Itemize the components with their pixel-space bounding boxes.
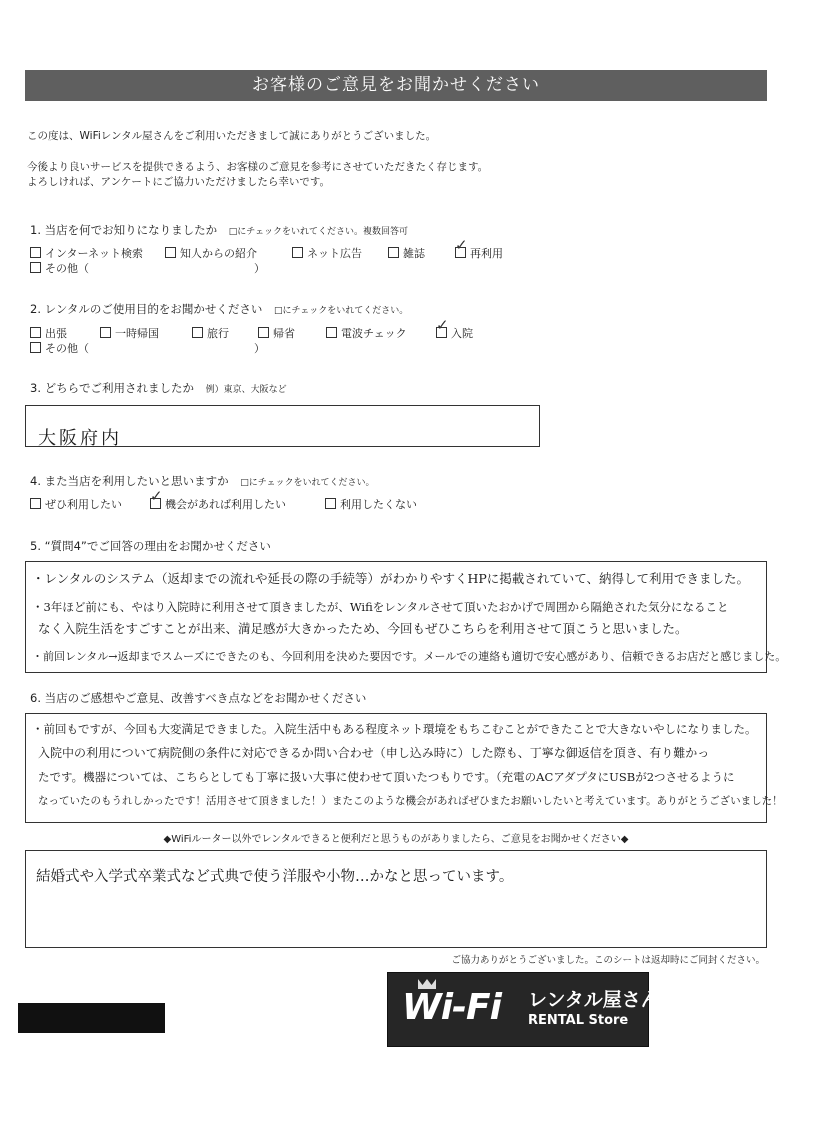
checked-checkbox-icon[interactable] [455, 247, 466, 258]
checkbox-icon[interactable] [30, 247, 41, 258]
q5-line-3: なく入院生活をすごすことが出来、満足感が大きかったため、今回もぜひこちらを利用させて頂こうと思いました。 [38, 621, 688, 636]
q5-line-2: ・3年ほど前にも、やはり入院時に利用させて頂きましたが、Wifiをレンタルさせて頂いたおかげで周囲から隔絶された気分になること [32, 600, 729, 614]
checkbox-icon[interactable] [258, 327, 269, 338]
question-3-text: 3. どちらでご利用されましたか [30, 381, 195, 395]
q1-option-internet[interactable]: インターネット検索 [30, 247, 143, 261]
q1-option-referral[interactable]: 知人からの紹介 [165, 247, 257, 261]
q2-option-temporary-return[interactable]: 一時帰国 [100, 327, 159, 341]
checkbox-icon[interactable] [30, 327, 41, 338]
q2-option-travel[interactable]: 旅行 [192, 327, 229, 341]
question-5-title: 5. “質問4”でご回答の理由をお聞かせください [30, 539, 271, 553]
q5-line-1: ・レンタルのシステム（返却までの流れや延長の際の手続等）がわかりやすくHPに掲載されていて、納得して利用できました。 [32, 571, 750, 586]
q3-answer-text: 大阪府内 [38, 428, 122, 449]
q6-line-4: なっていたのもうれしかったです！活用させて頂きました！）またこのような機会があればぜひまたお願いしたいと考えています。ありがとうございました！ [38, 795, 783, 807]
q5-answer-box[interactable] [25, 561, 787, 673]
question-4-text: 4. また当店を利用したいと思いますか [30, 474, 229, 488]
checkbox-icon[interactable] [326, 327, 337, 338]
logo-wifi-text: Wi-Fi [402, 987, 501, 1028]
question-1-title [30, 222, 408, 240]
checkbox-icon[interactable] [165, 247, 176, 258]
q1-option-magazine[interactable]: 雑誌 [388, 247, 425, 261]
question-2-note: □にチェックをいれてください。 [274, 306, 409, 316]
logo-japanese-text: レンタル屋さん [528, 989, 660, 1011]
q6-line-2: 入院中の利用について病院側の条件に対応できるか問い合わせ（申し込み時に）した際も、丁寧な御返信を頂き、有り難かっ [38, 746, 710, 760]
checkbox-icon[interactable] [30, 342, 41, 353]
checkbox-icon[interactable] [192, 327, 203, 338]
q7-answer-box[interactable] [25, 850, 767, 948]
question-1-note: □にチェックをいれてください。複数回答可 [228, 227, 409, 237]
checkbox-icon[interactable] [30, 262, 41, 273]
question-2-text: 2. レンタルのご使用目的をお聞かせください [30, 302, 263, 316]
q2-option-other[interactable]: その他（ ） [30, 342, 265, 356]
question-4-note: □にチェックをいれてください。 [240, 478, 375, 488]
q4-option-if-chance[interactable]: ✓ 機会があれば利用したい [150, 498, 286, 512]
checkbox-icon[interactable] [325, 498, 336, 509]
question-6-title: 6. 当店のご感想やご意見、改善すべき点などをお聞かせください [30, 691, 367, 705]
checkbox-icon[interactable] [388, 247, 399, 258]
form-header: お客様のご意見をお聞かせください [25, 70, 767, 101]
redacted-block [18, 1003, 165, 1033]
q2-option-business-trip[interactable]: 出張 [30, 327, 67, 341]
q2-option-signal-check[interactable]: 電波チェック [326, 327, 407, 341]
q7-prompt: ◆WiFiルーター以外でレンタルできると便利だと思うものがありましたら、ご意見をお聞かせください◆ [163, 834, 629, 845]
footer-thanks: ご協力ありがとうございました。このシートは返却時にご同封ください。 [451, 955, 765, 966]
checkbox-icon[interactable] [30, 498, 41, 509]
q4-option-definitely[interactable]: ぜひ利用したい [30, 498, 122, 512]
q4-option-no[interactable]: 利用したくない [325, 498, 417, 512]
q5-line-4: ・前回レンタル→返却までスムーズにできたのも、今回利用を決めた要因です。メールでの連絡も適切で安心感があり、信頼できるお店だと感じました。 [32, 650, 787, 663]
intro-line-2: 今後より良いサービスを提供できるよう、お客様のご意見を参考にさせていただきたく存じます。 [27, 161, 489, 173]
question-2-title [30, 301, 408, 319]
q1-option-net-ad[interactable]: ネット広告 [292, 247, 362, 261]
intro-line-3: よろしければ、アンケートにご協力いただけましたら幸いです。 [27, 176, 331, 188]
checked-checkbox-icon[interactable] [150, 498, 161, 509]
intro-line-1: この度は、WiFiレンタル屋さんをご利用いただきまして誠にありがとうございました。 [27, 130, 437, 142]
q1-option-other[interactable]: その他（ ） [30, 262, 265, 276]
q1-option-reuse[interactable]: ✓ 再利用 [455, 247, 503, 261]
checkbox-icon[interactable] [292, 247, 303, 258]
q3-answer-box[interactable] [25, 405, 540, 447]
logo-english-text: RENTAL Store [528, 1013, 629, 1028]
question-1-text: 1. 当店を何でお知りになりましたか [30, 223, 218, 237]
q2-option-homecoming[interactable]: 帰省 [258, 327, 295, 341]
q7-answer-text: 結婚式や入学式卒業式など式典で使う洋服や小物…かなと思っています。 [36, 869, 514, 885]
question-3-title [30, 380, 287, 398]
q6-line-3: たです。機器については、こちらとしても丁寧に扱い大事に使わせて頂いたつもりです。（充電のACアダプタにUSBが2つさせるように [38, 770, 735, 784]
q2-option-hospitalization[interactable]: ✓ 入院 [436, 327, 473, 341]
store-logo [387, 972, 660, 1047]
question-4-title [30, 473, 375, 491]
question-3-note: 例）東京、大阪など [205, 385, 287, 395]
checked-checkbox-icon[interactable] [436, 327, 447, 338]
q6-line-1: ・前回もですが、今回も大変満足できました。入院生活中もある程度ネット環境をもちこむことができたことで大きないやしになりました。 [32, 722, 757, 736]
checkbox-icon[interactable] [100, 327, 111, 338]
q6-answer-box[interactable] [25, 713, 783, 823]
